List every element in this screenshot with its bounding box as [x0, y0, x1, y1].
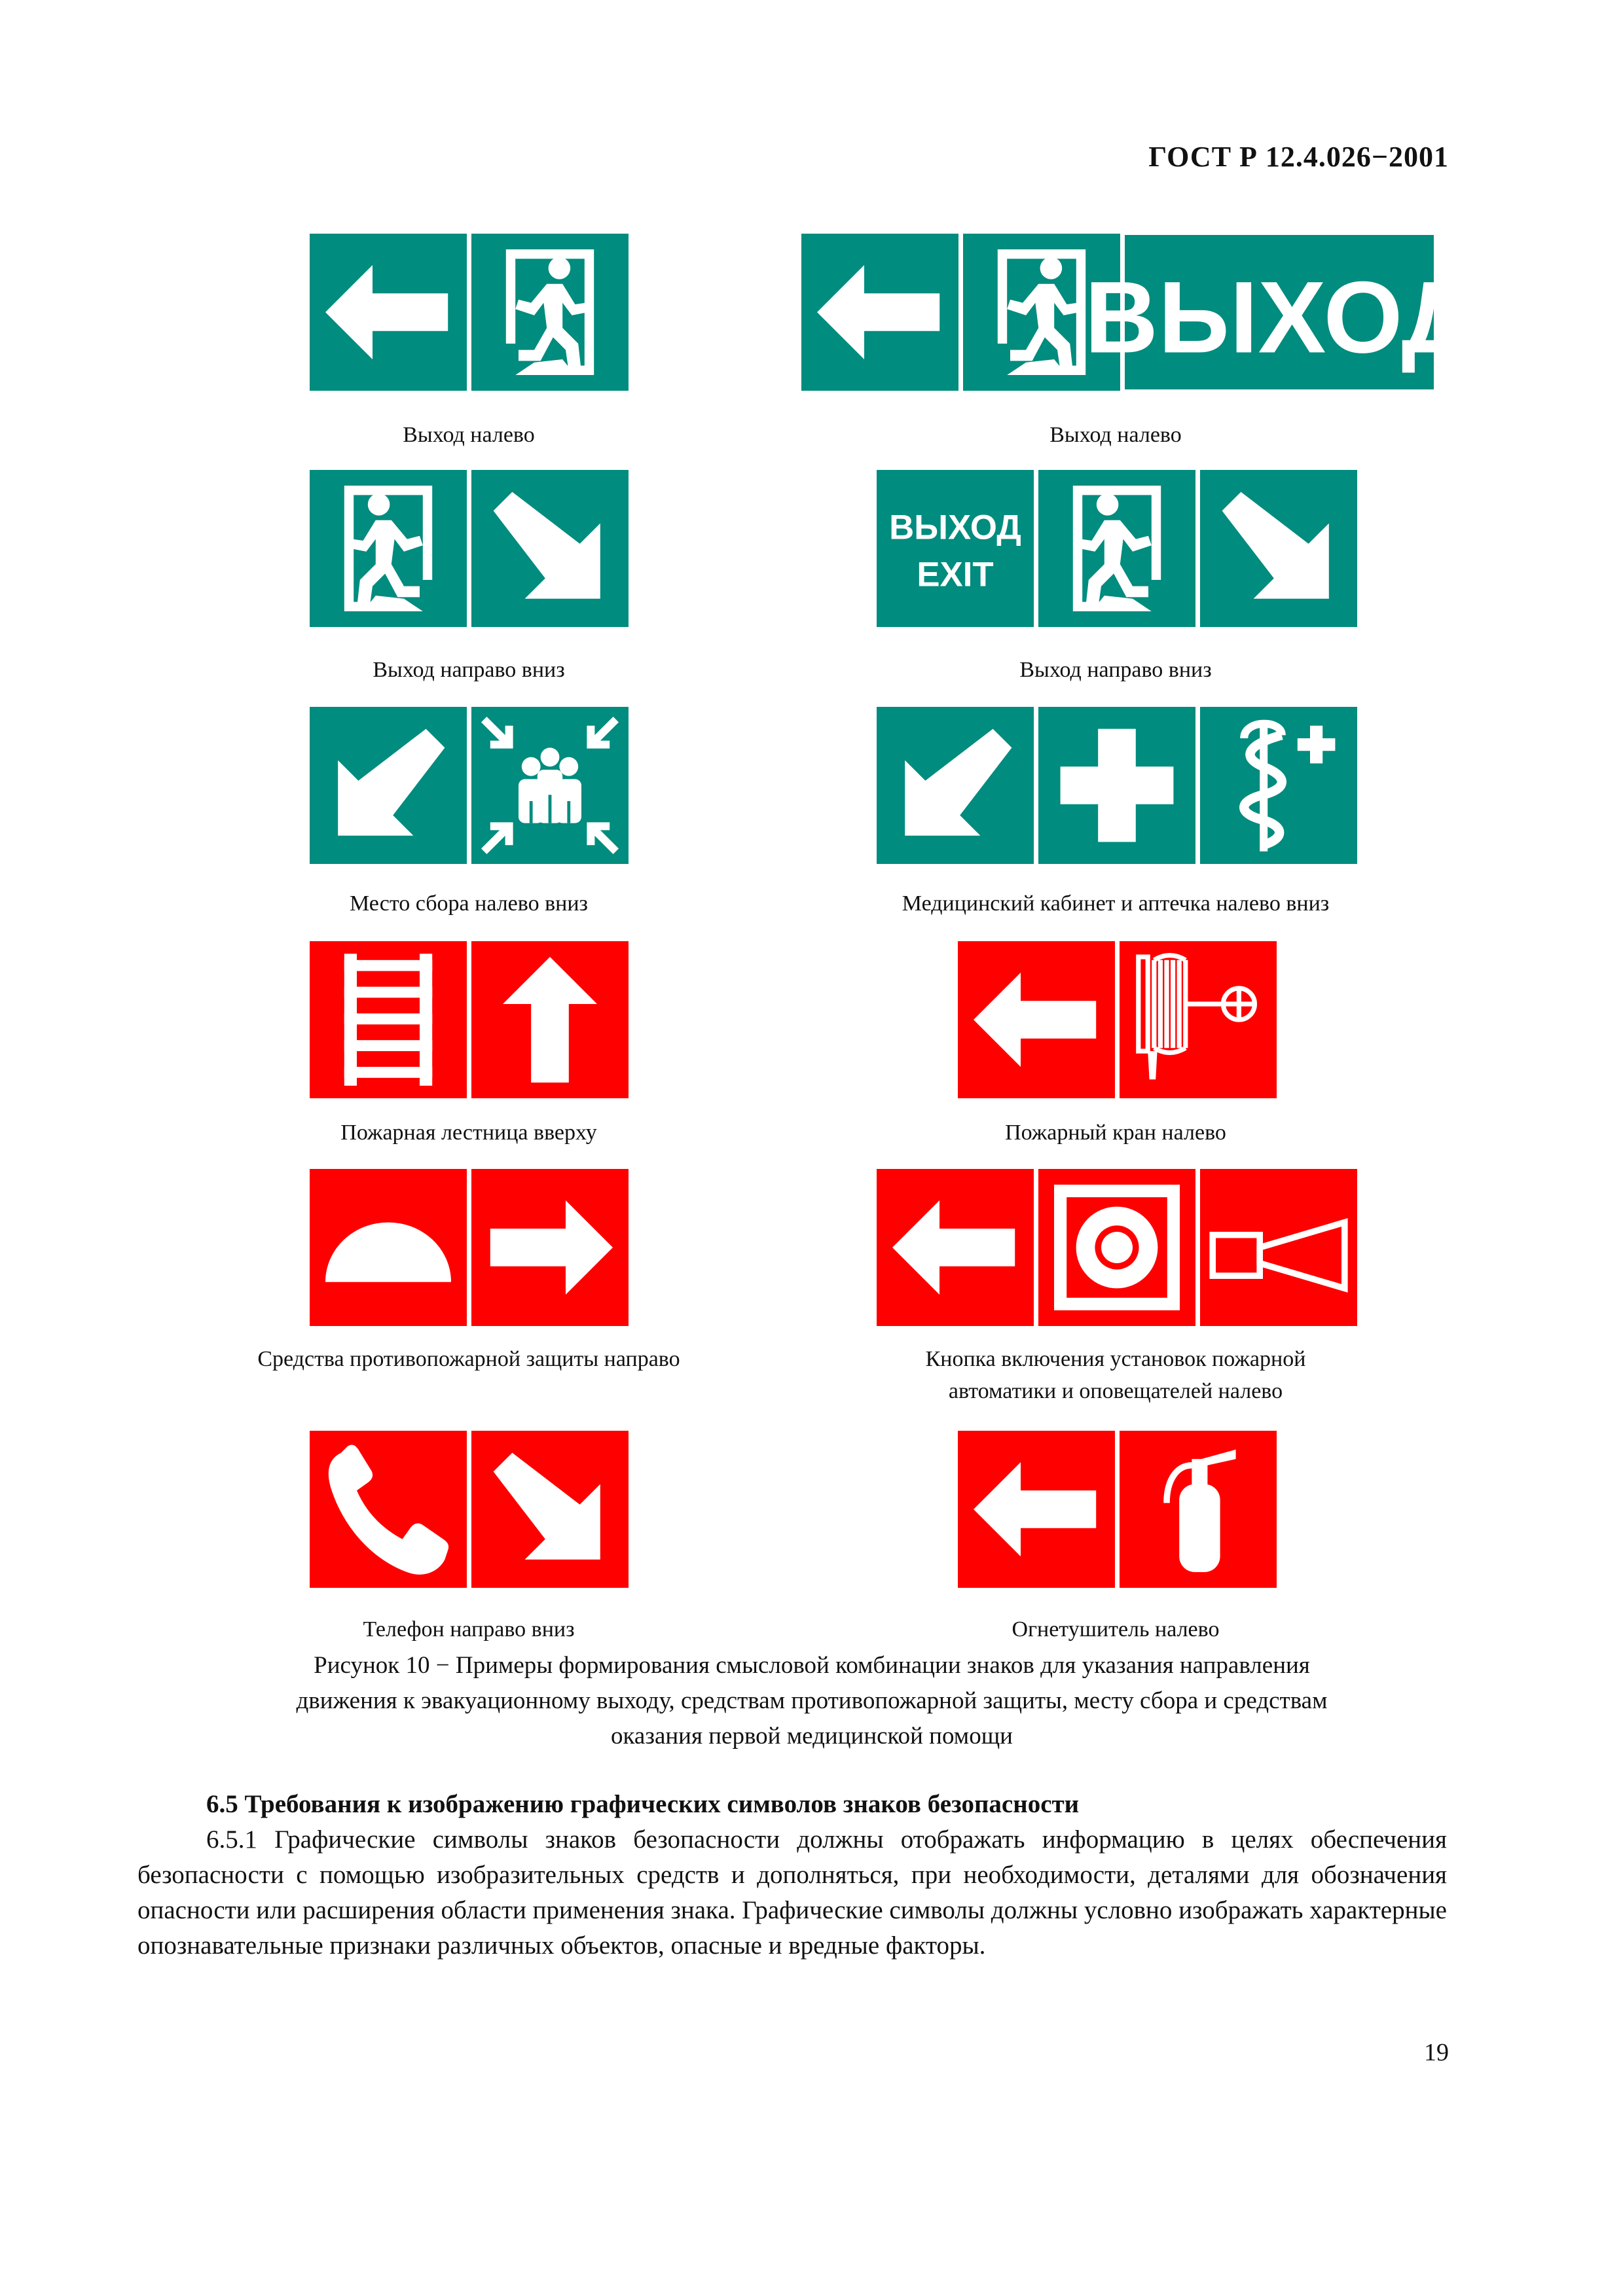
sign-caption: Телефон направо вниз — [363, 1617, 575, 1641]
sign-caption: Пожарный кран налево — [1005, 1121, 1226, 1145]
medical-caduceus-icon — [1200, 707, 1357, 864]
figure-caption-line: движения к эвакуационному выходу, средствам противопожарной защиты, месту сбора и средствам — [296, 1687, 1328, 1714]
arrow-left-icon — [958, 941, 1115, 1098]
assembly-point-icon — [471, 707, 629, 864]
arrow-down-right-icon — [471, 1431, 629, 1588]
sign-row-6 — [0, 1431, 1623, 1588]
sign-caption: Огнетушитель налево — [1012, 1617, 1220, 1641]
sign-caption: Выход направо вниз — [1019, 658, 1212, 682]
telephone-icon — [310, 1431, 467, 1588]
exit-running-man-icon — [310, 470, 467, 627]
arrow-down-left-icon — [310, 707, 467, 864]
first-aid-cross-icon — [1038, 707, 1195, 864]
document-id: ГОСТ Р 12.4.026−2001 — [1148, 141, 1449, 173]
exit-running-man-icon — [1038, 470, 1195, 627]
section-paragraph — [137, 1822, 1447, 1964]
arrow-down-right-icon — [1200, 470, 1357, 627]
sign-caption: Выход налево — [1049, 423, 1182, 447]
arrow-right-icon — [471, 1169, 629, 1326]
sign-caption — [821, 1343, 1410, 1407]
sign-caption: Пожарная лестница вверху — [340, 1121, 597, 1145]
page-number: 19 — [1424, 2039, 1449, 2066]
sign-row-5 — [0, 1169, 1623, 1326]
fire-hose-icon — [1120, 941, 1277, 1098]
alarm-button-icon — [1038, 1169, 1195, 1326]
figure-caption — [151, 1648, 1473, 1754]
exit-text-sign — [877, 470, 1034, 627]
sign-caption: Выход направо вниз — [373, 658, 565, 682]
sign-row-1 — [0, 234, 1623, 391]
arrow-left-icon — [958, 1431, 1115, 1588]
sign-caption: Медицинский кабинет и аптечка налево вниз — [902, 891, 1330, 916]
fire-equipment-icon — [310, 1169, 467, 1326]
siren-horn-icon — [1200, 1169, 1357, 1326]
sign-row-3 — [0, 707, 1623, 864]
arrow-left-icon — [877, 1169, 1034, 1326]
figure-caption-line: Рисунок 10 − Примеры формирования смысловой комбинации знаков для указания направления — [314, 1652, 1310, 1679]
exit-running-man-icon — [471, 234, 629, 391]
sign-row-4 — [0, 941, 1623, 1098]
exit-text-label: ВЫХОД — [1084, 260, 1474, 375]
arrow-left-icon — [801, 234, 958, 391]
sign-caption: Средства противопожарной защиты направо — [257, 1347, 680, 1371]
paragraph-text: 6.5.1 Графические символы знаков безопасности должны отображать информацию в целях обеспечения безопасности с помощью изобразительных средств и дополняться, при необходимости, деталями для обозначения опасности или расширения области применения знака. Графические символы должны условно изображать характерные опознавательные признаки различных объектов, опасные и вредные факторы. — [137, 1825, 1447, 1960]
fire-extinguisher-icon — [1120, 1431, 1277, 1588]
exit-text-ru: ВЫХОД — [889, 508, 1021, 547]
exit-text-en: EXIT — [917, 555, 994, 594]
sign-caption: Место сбора налево вниз — [350, 891, 588, 916]
exit-text-sign — [1084, 234, 1474, 391]
caption-line: Кнопка включения установок пожарной — [925, 1347, 1306, 1371]
arrow-down-left-icon — [877, 707, 1034, 864]
sign-row-2 — [0, 470, 1623, 627]
caption-line: автоматики и оповещателей налево — [948, 1379, 1283, 1403]
arrow-up-icon — [471, 941, 629, 1098]
sign-caption: Выход налево — [403, 423, 535, 447]
section-title: 6.5 Требования к изображению графических символов знаков безопасности — [206, 1790, 1080, 1818]
arrow-left-icon — [310, 234, 467, 391]
arrow-down-right-icon — [471, 470, 629, 627]
figure-caption-line: оказания первой медицинской помощи — [611, 1723, 1013, 1749]
fire-ladder-icon — [310, 941, 467, 1098]
